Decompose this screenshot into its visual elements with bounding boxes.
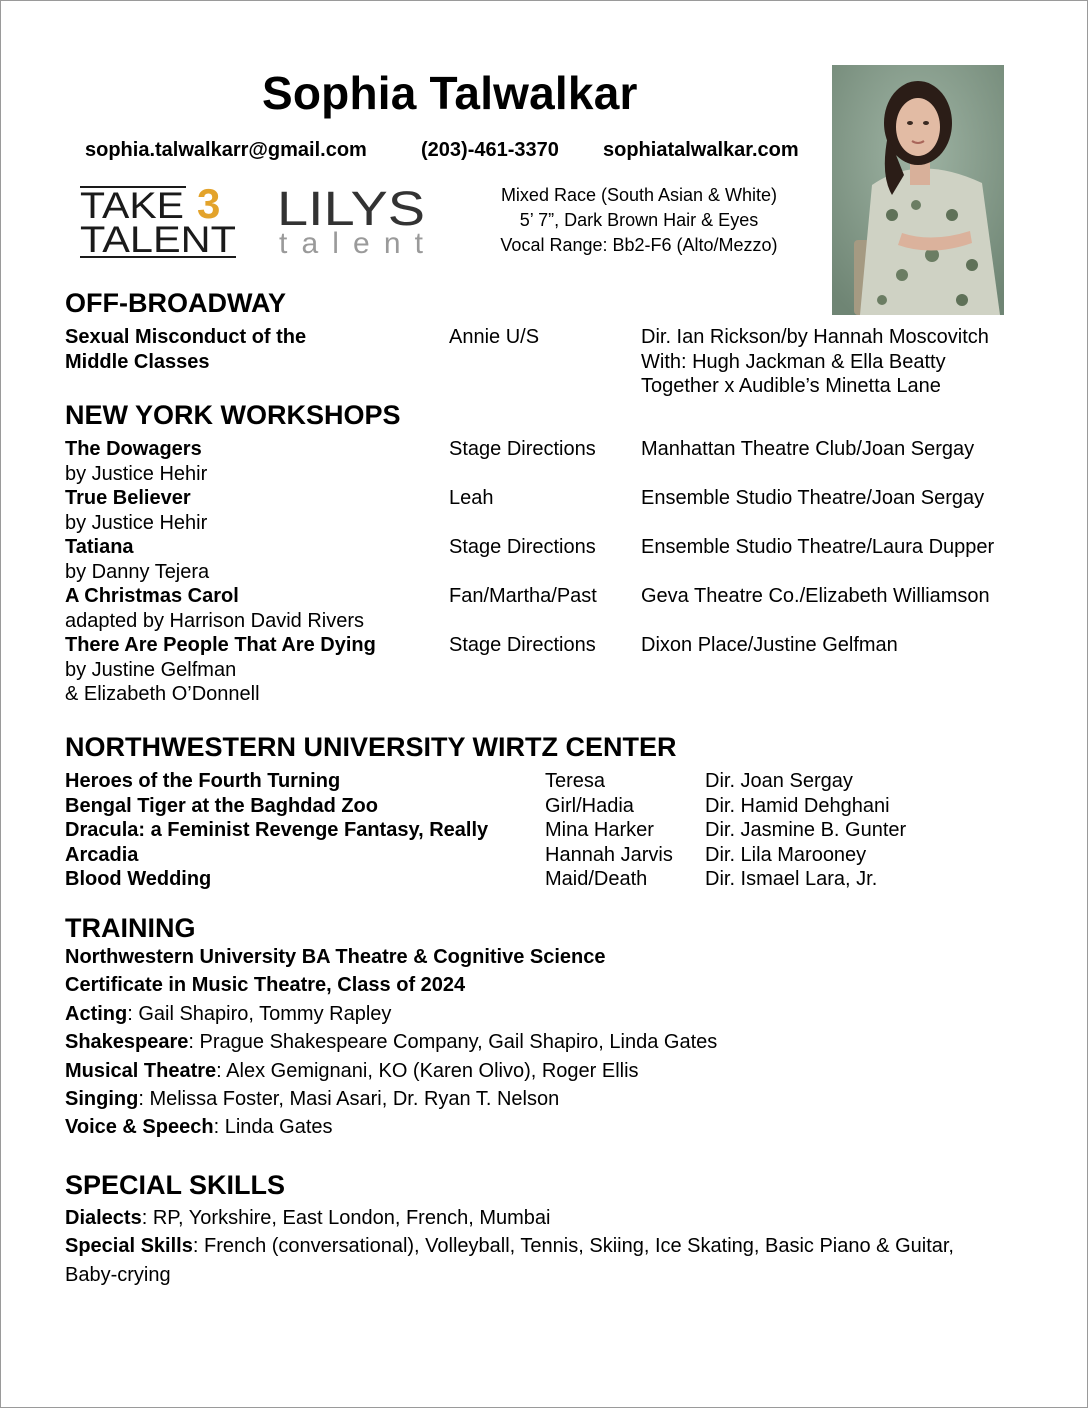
nu-role: Teresa xyxy=(545,770,606,792)
training-item xyxy=(65,1000,717,1028)
workshop-entry xyxy=(65,535,209,584)
section-heading-skills: SPECIAL SKILLS xyxy=(65,1170,286,1200)
nu-show-title: Bengal Tiger at the Baghdad Zoo xyxy=(65,794,378,817)
training-item xyxy=(65,1113,717,1141)
take3-word1: TAKE xyxy=(80,185,184,226)
workshop-venue: Dixon Place/Justine Gelfman xyxy=(641,634,898,656)
training-list xyxy=(65,943,717,1142)
workshop-entry xyxy=(65,584,364,633)
training-item xyxy=(65,1028,717,1056)
training-label: Singing xyxy=(65,1088,139,1111)
training-label: Voice & Speech xyxy=(65,1116,214,1139)
workshop-coauthor: & Elizabeth O’Donnell xyxy=(65,683,260,705)
headshot-photo xyxy=(832,65,1004,315)
training-item xyxy=(65,1085,717,1113)
certificate-line: Certificate in Music Theatre, Class of 2024 xyxy=(65,974,466,997)
workshop-title: There Are People That Are Dying xyxy=(65,634,376,656)
venue-line: Together x Audible’s Minetta Lane xyxy=(641,375,941,397)
workshop-role: Stage Directions xyxy=(449,634,596,656)
section-heading-workshops: NEW YORK WORKSHOPS xyxy=(65,400,401,430)
workshop-entry xyxy=(65,437,207,486)
nu-director: Dir. Lila Marooney xyxy=(705,843,867,866)
workshop-title: Tatiana xyxy=(65,536,134,558)
dialects-text: : RP, Yorkshire, East London, French, Mumbai xyxy=(141,1207,551,1229)
workshop-title: A Christmas Carol xyxy=(65,585,239,607)
take3-word2: TALENT xyxy=(80,219,236,260)
physical-stats xyxy=(456,183,822,258)
vocal-range: Vocal Range: Bb2-F6 (Alto/Mezzo) xyxy=(500,235,778,255)
workshop-venue: Ensemble Studio Theatre/Joan Sergay xyxy=(641,487,985,509)
special-skills-text: : French (conversational), Volleyball, Tennis, Skiing, Ice Skating, Basic Piano & Guitar, xyxy=(192,1235,954,1258)
nu-director: Dir. Jasmine B. Gunter xyxy=(705,819,907,841)
production-details xyxy=(641,325,989,399)
nu-show-title: Arcadia xyxy=(65,843,139,866)
nu-roles xyxy=(545,769,673,892)
nu-director: Dir. Ismael Lara, Jr. xyxy=(705,868,878,890)
workshop-author: by Justice Hehir xyxy=(65,462,208,485)
cast-line: With: Hugh Jackman & Ella Beatty xyxy=(641,350,946,373)
section-heading-northwestern: NORTHWESTERN UNIVERSITY WIRTZ CENTER xyxy=(65,732,677,762)
workshop-entry xyxy=(65,486,207,535)
section-heading-training: TRAINING xyxy=(65,913,196,943)
workshop-role: Stage Directions xyxy=(449,438,596,460)
training-teachers: : Prague Shakespeare Company, Gail Shapiro, Linda Gates xyxy=(188,1031,718,1054)
nu-role: Girl/Hadia xyxy=(545,794,634,817)
workshop-author: by Justine Gelfman xyxy=(65,658,237,681)
website-link[interactable]: sophiatalwalkar.com xyxy=(603,139,799,161)
show-title xyxy=(65,325,306,374)
role: Annie U/S xyxy=(449,326,540,348)
special-skills-line-2: Baby-crying xyxy=(65,1263,171,1286)
training-label: Shakespeare xyxy=(65,1031,189,1054)
training-teachers: : Linda Gates xyxy=(213,1116,333,1139)
dialects-line xyxy=(65,1204,954,1232)
workshop-venue: Manhattan Theatre Club/Joan Sergay xyxy=(641,438,975,460)
take3-digit: 3 xyxy=(197,180,221,227)
lilys-talent-logo xyxy=(276,183,432,257)
training-teachers: : Alex Gemignani, KO (Karen Olivo), Roger Ellis xyxy=(216,1059,639,1082)
nu-role: Hannah Jarvis xyxy=(545,843,673,866)
nu-role: Maid/Death xyxy=(545,868,648,890)
workshop-author: by Danny Tejera xyxy=(65,560,210,583)
director-line: Dir. Ian Rickson/by Hannah Moscovitch xyxy=(641,326,989,348)
workshop-venue: Ensemble Studio Theatre/Laura Dupper xyxy=(641,536,995,558)
nu-role: Mina Harker xyxy=(545,819,654,841)
nu-show-title: Dracula: a Feminist Revenge Fantasy, Really xyxy=(65,819,489,841)
workshop-role: Stage Directions xyxy=(449,536,596,558)
height-hair-eyes: 5’ 7”, Dark Brown Hair & Eyes xyxy=(519,210,759,230)
show-title-line1: Sexual Misconduct of the xyxy=(65,326,307,348)
lilys-word1: LILYS xyxy=(277,183,425,236)
email-link[interactable]: sophia.talwalkarr@gmail.com xyxy=(85,139,367,161)
show-title-line2: Middle Classes xyxy=(65,350,210,373)
ethnicity: Mixed Race (South Asian & White) xyxy=(500,185,778,205)
take3-talent-logo xyxy=(79,180,239,260)
nu-show-title: Heroes of the Fourth Turning xyxy=(65,770,341,792)
special-skills-label: Special Skills xyxy=(65,1235,193,1258)
special-skills-line xyxy=(65,1232,954,1260)
workshop-role: Leah xyxy=(449,487,494,509)
nu-director: Dir. Hamid Dehghani xyxy=(705,794,890,817)
workshop-author: adapted by Harrison David Rivers xyxy=(65,609,365,632)
nu-director: Dir. Joan Sergay xyxy=(705,770,853,792)
workshop-title: The Dowagers xyxy=(65,438,202,460)
actor-name: Sophia Talwalkar xyxy=(262,67,638,119)
degree-line: Northwestern University BA Theatre & Cognitive Science xyxy=(65,946,606,968)
dialects-label: Dialects xyxy=(65,1207,142,1229)
training-label: Musical Theatre xyxy=(65,1059,217,1082)
skills-list xyxy=(65,1204,954,1289)
phone-number: (203)-461-3370 xyxy=(421,139,559,161)
nu-directors xyxy=(705,769,906,892)
nu-show-title: Blood Wedding xyxy=(65,868,212,890)
nu-titles xyxy=(65,769,488,892)
training-teachers: : Gail Shapiro, Tommy Rapley xyxy=(127,1002,392,1025)
lilys-word2: talent xyxy=(279,227,423,257)
workshop-venue: Geva Theatre Co./Elizabeth Williamson xyxy=(641,585,990,607)
section-heading-off-broadway: OFF-BROADWAY xyxy=(65,288,286,318)
training-label: Acting xyxy=(65,1002,128,1025)
training-teachers: : Melissa Foster, Masi Asari, Dr. Ryan T. Nelson xyxy=(138,1088,560,1111)
training-item xyxy=(65,1057,717,1085)
workshop-entry xyxy=(65,633,376,707)
workshop-author: by Justice Hehir xyxy=(65,511,208,534)
workshop-title: True Believer xyxy=(65,487,191,509)
workshop-role: Fan/Martha/Past xyxy=(449,585,597,607)
